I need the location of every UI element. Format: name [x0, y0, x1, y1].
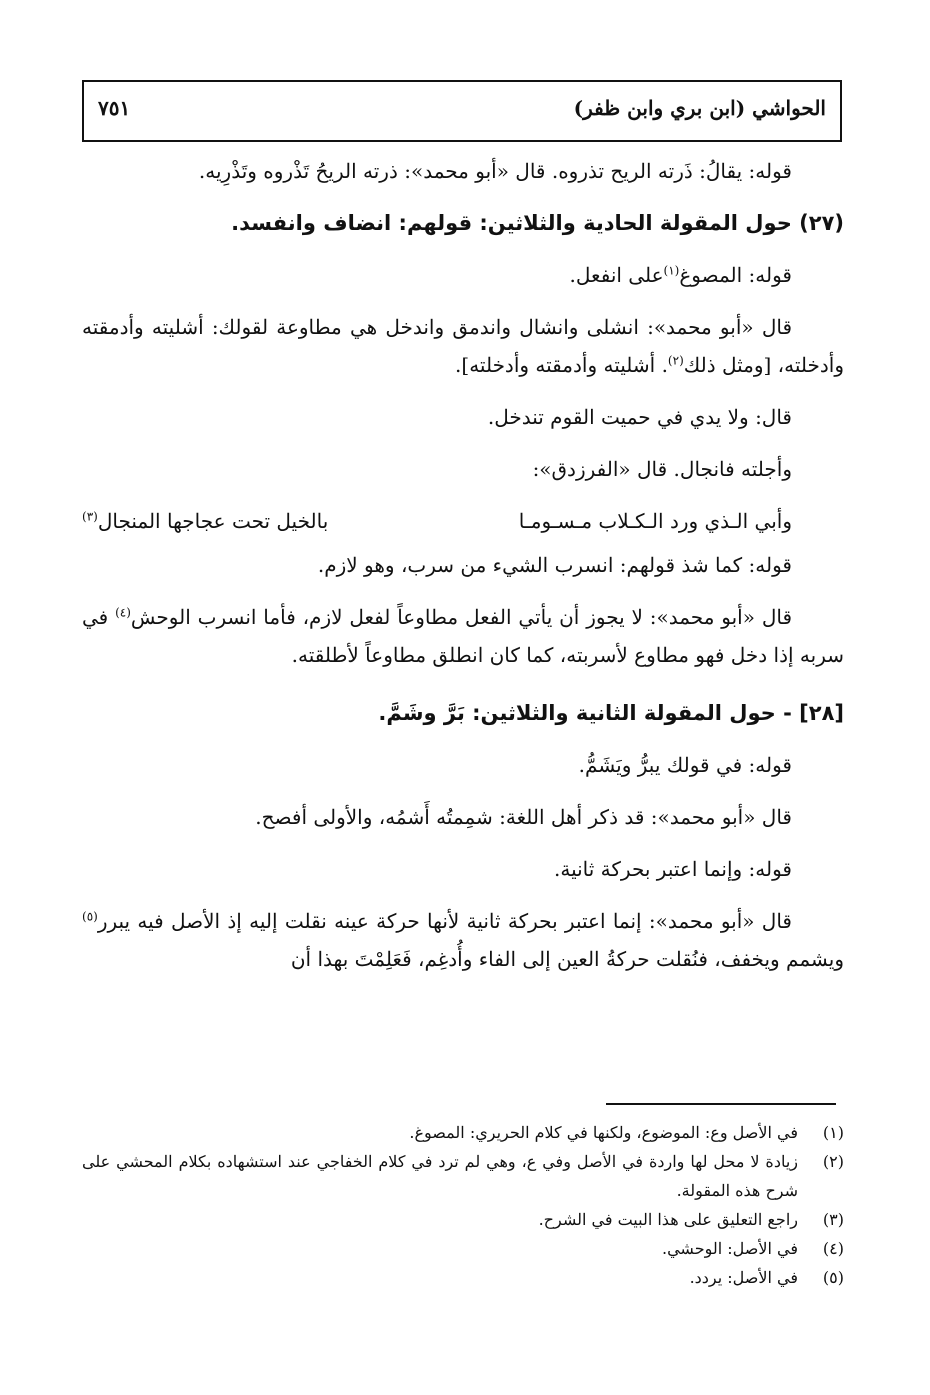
paragraph	[82, 450, 844, 488]
footnote-text: زيادة لا محل لها واردة في الأصل وفي ع، وهي لم ترد في كلام الخفاجي عند استشهاده بكلام المحشي على شرح هذه المقولة.	[82, 1152, 798, 1200]
paragraph-text: قال: ولا يدي في حميت القوم تندخل.	[487, 405, 792, 429]
footnote-ref[interactable]: (٢)	[667, 353, 684, 368]
footnotes	[82, 1118, 844, 1292]
footnote	[82, 1205, 844, 1234]
paragraph-text: قوله: في قولك يبرُّ ويَشَمُّ.	[578, 753, 792, 777]
footnote	[82, 1263, 844, 1292]
verse-first-hemistich: وأبي الـذي ورد الـكـلاب مـسـومـا	[518, 509, 792, 533]
footnote	[82, 1234, 844, 1263]
section-heading: [٢٨] - حول المقولة الثانية والثلاثين: بَرَّ وشَمَّ.	[378, 701, 844, 725]
footnote-divider	[606, 1103, 836, 1105]
footnote-ref[interactable]: (٥)	[82, 909, 98, 924]
footnote-ref[interactable]: (٣)	[82, 509, 98, 524]
page-number: ٧٥١	[98, 96, 131, 120]
paragraph-text: في سربه إذا دخل فهو مطاوع لأسربته، كما كان انطلق مطاوعاً لأطلقته.	[82, 605, 844, 667]
paragraph	[82, 398, 844, 436]
running-header	[82, 80, 842, 142]
footnote-number: (٥)	[822, 1268, 844, 1287]
paragraph-text: على انفعل.	[569, 263, 664, 287]
footnote-text: في الأصل: يردد.	[689, 1268, 798, 1287]
paragraph	[82, 308, 844, 384]
paragraph	[82, 798, 844, 836]
paragraph	[82, 746, 844, 784]
footnote	[82, 1147, 844, 1205]
footnote-text: في الأصل وع: الموضوع، ولكنها في كلام الحريري: المصوغ.	[409, 1123, 798, 1142]
footnote	[82, 1118, 844, 1147]
paragraph	[82, 902, 844, 978]
paragraph-text: قوله: المصوغ	[679, 263, 792, 287]
poetry-verse	[82, 502, 844, 540]
paragraph-text: قال «أبو محمد»: لا يجوز أن يأتي الفعل مطاوعاً لفعل لازم، فأما انسرب الوحش	[130, 605, 793, 629]
paragraph	[82, 598, 844, 674]
verse-second-hemistich	[82, 502, 328, 540]
main-text	[82, 152, 844, 992]
footnote-number: (٤)	[822, 1239, 844, 1258]
paragraph-text: قوله: كما شذ قولهم: انسرب الشيء من سرب، وهو لازم.	[317, 553, 792, 577]
paragraph-text: قال «أبو محمد»: قد ذكر أهل اللغة: شمِمتُه أَشمُه، والأولى أفصح.	[255, 805, 792, 829]
footnote-number: (٣)	[822, 1210, 844, 1229]
verse-second-text: بالخيل تحت عجاجها المنجال	[97, 509, 329, 533]
paragraph	[82, 256, 844, 294]
paragraph	[82, 152, 844, 190]
paragraph-text: قال «أبو محمد»: انشلى وانشال واندمق واندخل هي مطاوعة لقولك: أشليته وأدمقته وأدخلته، [ومثل ذلك	[82, 315, 844, 377]
footnote-number: (١)	[822, 1123, 844, 1142]
paragraph-text: قال «أبو محمد»: إنما اعتبر بحركة ثانية لأنها حركة عينه نقلت إليه إذ الأصل فيه يبرر	[97, 909, 792, 933]
section-heading: (٢٧) حول المقولة الحادية والثلاثين: قولهم: انضاف وانفسد.	[231, 211, 844, 235]
paragraph-text: . أشليته وأدمقته وأدخلته].	[455, 353, 668, 377]
paragraph-text: وأجلته فانجال. قال «الفرزدق»:	[532, 457, 792, 481]
paragraph-text: قوله: وإنما اعتبر بحركة ثانية.	[553, 857, 792, 881]
paragraph	[82, 850, 844, 888]
paragraph-text: ويشمم ويخفف، فنُقلت حركةُ العين إلى الفاء وأُدغِم، فَعَلِمْتَ بهذا أن	[290, 947, 844, 971]
paragraph-text: قوله: يقالُ: ذَرته الريح تذروه. قال «أبو محمد»: ذرته الريحُ تَذْروه وتَذْرِيه.	[198, 159, 792, 183]
paragraph	[82, 546, 844, 584]
running-title: الحواشي (ابن بري وابن ظفر)	[573, 96, 826, 120]
footnote-number: (٢)	[822, 1152, 844, 1171]
footnote-ref[interactable]: (٤)	[115, 605, 131, 620]
footnote-text: راجع التعليق على هذا البيت في الشرح.	[538, 1210, 798, 1229]
footnote-text: في الأصل: الوحشي.	[662, 1239, 798, 1258]
footnote-ref[interactable]: (١)	[663, 263, 680, 278]
